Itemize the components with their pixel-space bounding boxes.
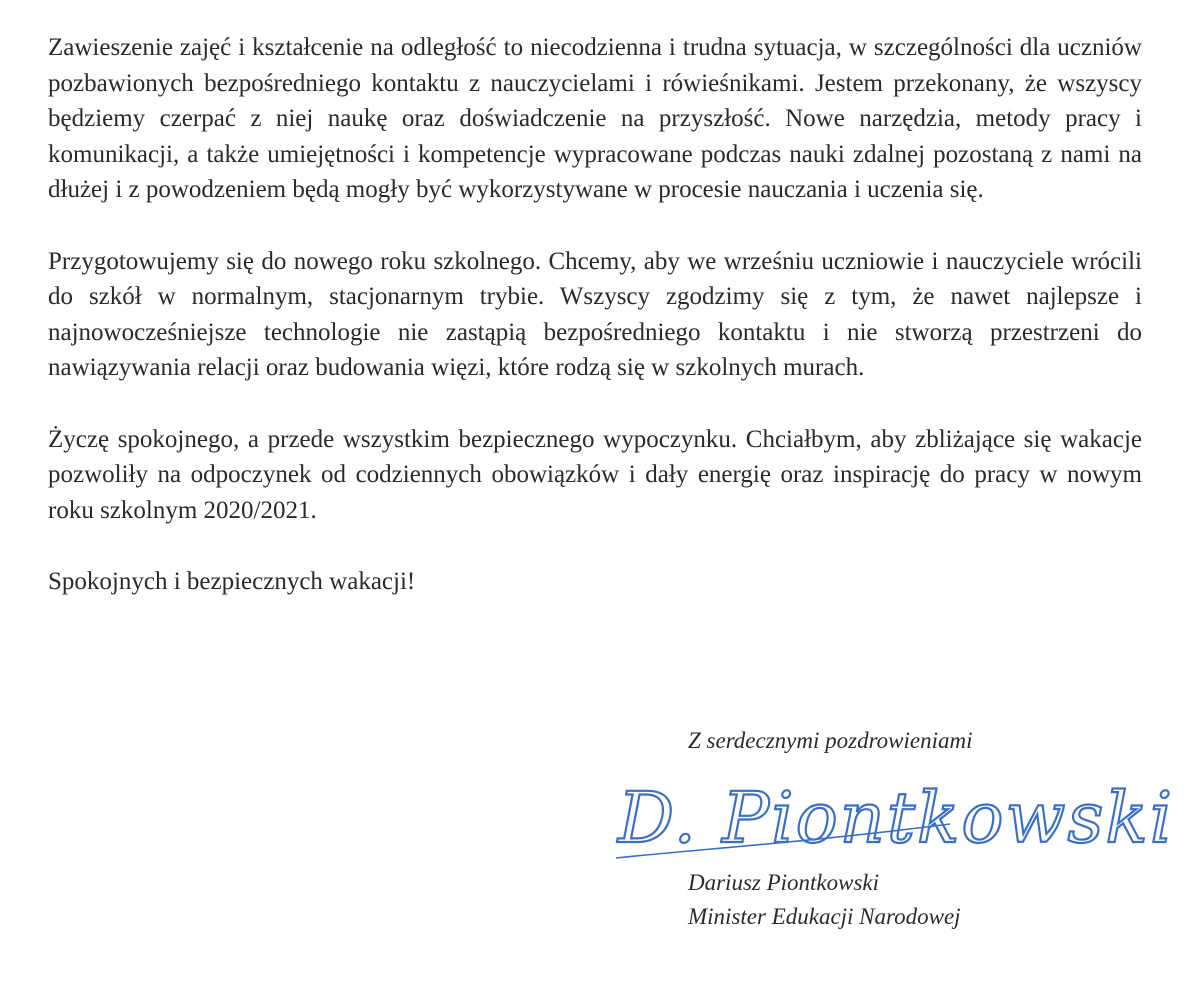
paragraph-holiday-wishes: Życzę spokojnego, a przede wszystkim bezpiecznego wypoczynku. Chciałbym, aby zbliżające się wakacje pozwoliły na odpoczynek od codziennych obowiązków i dały energię oraz inspirację do pracy w nowym roku szkolnym 2020/2021.	[48, 425, 1142, 524]
letter-body	[48, 30, 1142, 600]
signer-name: Dariusz Piontkowski	[688, 870, 880, 895]
signature-text: D. Piontkowski	[618, 777, 1175, 859]
paragraph-new-school-year: Przygotowujemy się do nowego roku szkolnego. Chcemy, aby we wrześniu uczniowie i nauczyciele wrócili do szkół w normalnym, stacjonarnym trybie. Wszyscy zgodzimy się z tym, że nawet najlepsze i najnowocześniejsze technologie nie zastąpią bezpośredniego kontaktu i nie stworzą przestrzeni do nawiązywania relacji oraz budowania więzi, które rodzą się w szkolnych murach.	[48, 247, 1142, 381]
signer-block	[688, 866, 961, 934]
greeting: Z serdecznymi pozdrowieniami	[688, 728, 973, 753]
paragraph-remote-learning: Zawieszenie zajęć i kształcenie na odległość to niecodzienna i trudna sytuacja, w szczególności dla uczniów pozbawionych bezpośredniego kontaktu z nauczycielami i rówieśnikami. Jestem przekonany, że wszyscy będziemy czerpać z niej naukę oraz doświadczenie na przyszłość. Nowe narzędzia, metody pracy i komunikacji, a także umiejętności i kompetencje wypracowane podczas nauki zdalnej pozostaną z nami na dłużej i z powodzeniem będą mogły być wykorzystywane w procesie nauczania i uczenia się.	[48, 34, 1142, 203]
closing-wish: Spokojnych i bezpiecznych wakacji!	[48, 568, 416, 595]
handwritten-signature	[610, 762, 1175, 872]
signer-title: Minister Edukacji Narodowej	[688, 904, 961, 929]
